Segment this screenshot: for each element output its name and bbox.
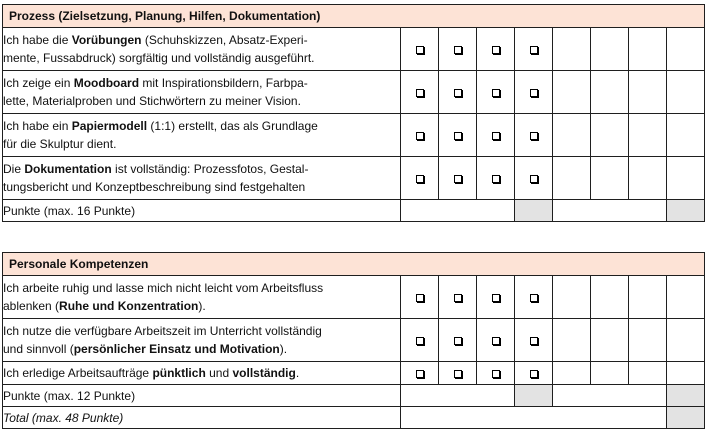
points-input[interactable] bbox=[553, 385, 667, 407]
empty-cell[interactable] bbox=[591, 114, 629, 157]
checkbox-icon bbox=[454, 370, 462, 378]
empty-cell[interactable] bbox=[591, 319, 629, 362]
empty-cell[interactable] bbox=[667, 71, 705, 114]
rating-checkbox[interactable] bbox=[515, 28, 553, 71]
rating-checkbox[interactable] bbox=[401, 319, 439, 362]
points-input[interactable] bbox=[401, 200, 515, 222]
points-label: Punkte (max. 12 Punkte) bbox=[3, 385, 401, 407]
personal-section-title: Personale Kompetenzen bbox=[3, 253, 705, 276]
empty-cell[interactable] bbox=[553, 362, 591, 385]
criterion-text: Die Dokumentation ist vollständig: Prozessfotos, Gestal- tungsbericht und Konzeptbeschreibung sind festgehalten bbox=[3, 157, 401, 200]
points-row bbox=[3, 385, 705, 407]
checkbox-icon bbox=[492, 175, 500, 183]
rating-checkbox[interactable] bbox=[515, 362, 553, 385]
checkbox-icon bbox=[454, 132, 462, 140]
checkbox-icon bbox=[454, 337, 462, 345]
checkbox-icon bbox=[530, 337, 538, 345]
empty-cell[interactable] bbox=[667, 28, 705, 71]
criterion-text: Ich nutze die verfügbare Arbeitszeit im Unterricht vollständig und sinnvoll (persönlicher Einsatz und Motivation). bbox=[3, 319, 401, 362]
rating-checkbox[interactable] bbox=[401, 157, 439, 200]
empty-cell[interactable] bbox=[629, 319, 667, 362]
empty-cell[interactable] bbox=[629, 71, 667, 114]
checkbox-icon bbox=[416, 175, 424, 183]
empty-cell[interactable] bbox=[553, 114, 591, 157]
table-row bbox=[3, 157, 705, 200]
checkbox-icon bbox=[454, 89, 462, 97]
checkbox-icon bbox=[416, 294, 424, 302]
rating-checkbox[interactable] bbox=[477, 71, 515, 114]
shaded-cell bbox=[515, 385, 553, 407]
table-row bbox=[3, 319, 705, 362]
checkbox-icon bbox=[416, 132, 424, 140]
rating-checkbox[interactable] bbox=[401, 362, 439, 385]
empty-cell[interactable] bbox=[553, 319, 591, 362]
total-row bbox=[3, 407, 705, 429]
personal-table bbox=[2, 252, 705, 429]
rating-checkbox[interactable] bbox=[401, 114, 439, 157]
total-input[interactable] bbox=[401, 407, 667, 429]
rating-checkbox[interactable] bbox=[515, 276, 553, 319]
rating-checkbox[interactable] bbox=[477, 157, 515, 200]
table-row bbox=[3, 28, 705, 71]
criterion-text: Ich habe ein Papiermodell (1:1) erstellt, das als Grundlage für die Skulptur dient. bbox=[3, 114, 401, 157]
process-section-title: Prozess (Zielsetzung, Planung, Hilfen, Dokumentation) bbox=[3, 5, 705, 28]
checkbox-icon bbox=[530, 294, 538, 302]
empty-cell[interactable] bbox=[629, 276, 667, 319]
empty-cell[interactable] bbox=[629, 114, 667, 157]
shaded-cell bbox=[515, 200, 553, 222]
empty-cell[interactable] bbox=[591, 362, 629, 385]
rating-checkbox[interactable] bbox=[401, 71, 439, 114]
rating-checkbox[interactable] bbox=[515, 71, 553, 114]
checkbox-icon bbox=[492, 132, 500, 140]
empty-cell[interactable] bbox=[591, 71, 629, 114]
rating-checkbox[interactable] bbox=[515, 157, 553, 200]
empty-cell[interactable] bbox=[591, 157, 629, 200]
checkbox-icon bbox=[416, 89, 424, 97]
points-input[interactable] bbox=[401, 385, 515, 407]
checkbox-icon bbox=[492, 46, 500, 54]
checkbox-icon bbox=[530, 89, 538, 97]
checkbox-icon bbox=[416, 337, 424, 345]
rating-checkbox[interactable] bbox=[439, 362, 477, 385]
checkbox-icon bbox=[416, 370, 424, 378]
rating-checkbox[interactable] bbox=[401, 28, 439, 71]
checkbox-icon bbox=[530, 370, 538, 378]
checkbox-icon bbox=[530, 132, 538, 140]
checkbox-icon bbox=[530, 46, 538, 54]
rating-checkbox[interactable] bbox=[477, 28, 515, 71]
empty-cell[interactable] bbox=[629, 362, 667, 385]
empty-cell[interactable] bbox=[667, 319, 705, 362]
checkbox-icon bbox=[492, 337, 500, 345]
rating-checkbox[interactable] bbox=[439, 71, 477, 114]
points-input[interactable] bbox=[553, 200, 667, 222]
rating-checkbox[interactable] bbox=[439, 28, 477, 71]
empty-cell[interactable] bbox=[629, 157, 667, 200]
rating-checkbox[interactable] bbox=[401, 276, 439, 319]
empty-cell[interactable] bbox=[553, 157, 591, 200]
empty-cell[interactable] bbox=[553, 276, 591, 319]
rating-checkbox[interactable] bbox=[439, 276, 477, 319]
points-label: Punkte (max. 16 Punkte) bbox=[3, 200, 401, 222]
empty-cell[interactable] bbox=[667, 157, 705, 200]
shaded-cell bbox=[667, 385, 705, 407]
criterion-text: Ich habe die Vorübungen (Schuhskizzen, Absatz-Experi- mente, Fussabdruck) sorgfältig und vollständig ausgeführt. bbox=[3, 28, 401, 71]
criterion-text: Ich zeige ein Moodboard mit Inspirationsbildern, Farbpa- lette, Materialproben und Stichwörtern zu meiner Vision. bbox=[3, 71, 401, 114]
empty-cell[interactable] bbox=[591, 276, 629, 319]
checkbox-icon bbox=[530, 175, 538, 183]
total-label: Total (max. 48 Punkte) bbox=[3, 407, 401, 429]
rating-checkbox[interactable] bbox=[477, 319, 515, 362]
checkbox-icon bbox=[492, 370, 500, 378]
points-row bbox=[3, 200, 705, 222]
rating-checkbox[interactable] bbox=[515, 319, 553, 362]
checkbox-icon bbox=[454, 46, 462, 54]
empty-cell[interactable] bbox=[667, 276, 705, 319]
rating-checkbox[interactable] bbox=[477, 362, 515, 385]
shaded-cell bbox=[667, 200, 705, 222]
checkbox-icon bbox=[454, 175, 462, 183]
rating-checkbox[interactable] bbox=[515, 114, 553, 157]
table-row bbox=[3, 276, 705, 319]
shaded-cell bbox=[667, 407, 705, 429]
checkbox-icon bbox=[454, 294, 462, 302]
checkbox-icon bbox=[492, 294, 500, 302]
table-row bbox=[3, 114, 705, 157]
empty-cell[interactable] bbox=[667, 114, 705, 157]
table-row bbox=[3, 362, 705, 385]
rating-checkbox[interactable] bbox=[439, 114, 477, 157]
rating-checkbox[interactable] bbox=[439, 319, 477, 362]
checkbox-icon bbox=[492, 89, 500, 97]
empty-cell[interactable] bbox=[667, 362, 705, 385]
process-table bbox=[2, 4, 705, 222]
rating-checkbox[interactable] bbox=[439, 157, 477, 200]
empty-cell[interactable] bbox=[629, 28, 667, 71]
empty-cell[interactable] bbox=[591, 28, 629, 71]
criterion-text: Ich erledige Arbeitsaufträge pünktlich und vollständig. bbox=[3, 362, 401, 385]
empty-cell[interactable] bbox=[553, 71, 591, 114]
criterion-text: Ich arbeite ruhig und lasse mich nicht leicht vom Arbeitsfluss ablenken (Ruhe und Konzentration). bbox=[3, 276, 401, 319]
table-row bbox=[3, 71, 705, 114]
rating-checkbox[interactable] bbox=[477, 114, 515, 157]
checkbox-icon bbox=[416, 46, 424, 54]
rating-checkbox[interactable] bbox=[477, 276, 515, 319]
empty-cell[interactable] bbox=[553, 28, 591, 71]
